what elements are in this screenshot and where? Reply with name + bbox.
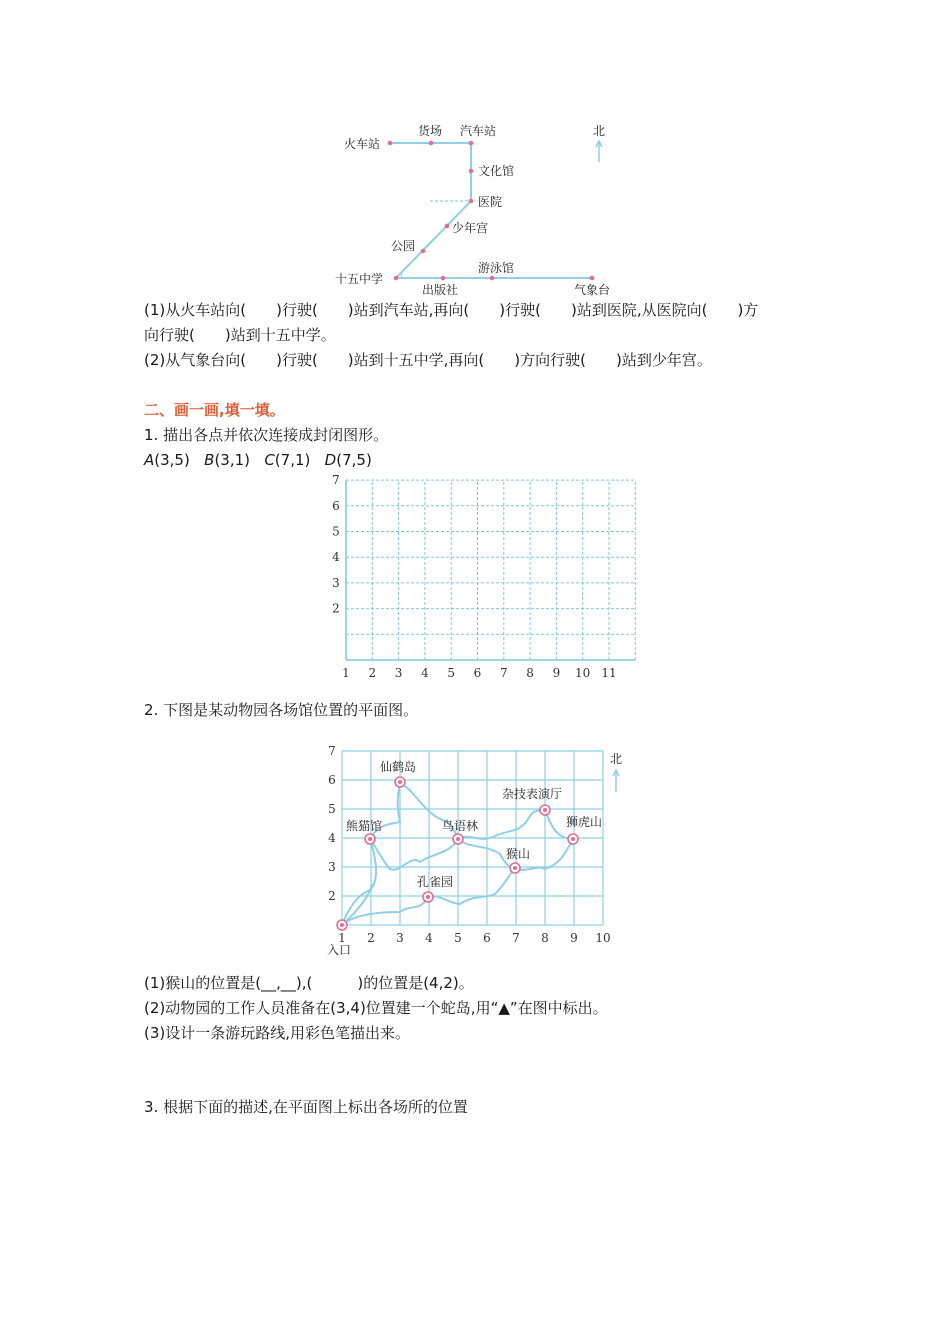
place-marker [365,834,375,844]
place-marker [423,892,433,902]
task-3-instruction: 3. 根据下面的描述,在平面图上标出各场所的位置 [144,1098,468,1116]
station-dot [388,141,393,146]
x-tick-label: 10 [575,666,591,680]
zoo-x-tick-label: 7 [512,931,520,945]
zoo-y-tick-label: 6 [328,773,336,787]
route-question-1-line2: 向行驶( )站到十五中学。 [144,326,336,344]
north-arrow-icon [613,770,619,792]
point-b: B(3,1) [204,451,250,469]
zoo-y-tick-label: 2 [328,889,336,903]
section-title: 二、画一画,填一填。 [144,401,285,419]
label-train-station: 火车站 [344,137,381,151]
label-park: 公园 [391,239,416,253]
north-label: 北 [593,124,606,138]
place-marker [453,834,463,844]
route-question-1-line1: (1)从火车站向( )行驶( )站到汽车站,再向( )行驶( )站到医院,从医院向( )方 [144,301,759,319]
coordinate-grid[interactable] [320,473,630,684]
point-list [144,448,372,472]
label-bird-forest: 鸟语林 [442,819,479,833]
x-tick-label: 9 [552,666,561,680]
place-marker [510,863,520,873]
label-crane-island: 仙鹤岛 [380,760,417,774]
station-dot [490,276,495,281]
zoo-question-2: (2)动物园的工作人员准备在(3,4)位置建一个蛇岛,用“▲”在图中标出。 [144,999,608,1017]
point-d: D(7,5) [324,451,372,469]
station-dot [441,276,446,281]
station-dot [469,169,474,174]
point-a: A(3,5) [144,451,190,469]
x-tick-label: 5 [447,666,456,680]
task-2-instruction: 2. 下图是某动物园各场馆位置的平面图。 [144,701,419,719]
task-1-instruction: 1. 描出各点并依次连接成封闭图形。 [144,426,389,444]
zoo-y-tick-label: 5 [328,802,336,816]
zoo-x-tick-label: 8 [541,931,549,945]
route-question-2: (2)从气象台向( )行驶( )站到十五中学,再向( )方向行驶( )站到少年宫。 [144,351,712,369]
label-natatorium: 游泳馆 [478,261,515,275]
point-c: C(7,1) [264,451,311,469]
label-peacock-garden: 孔雀园 [417,875,454,889]
x-tick-label: 6 [473,666,482,680]
place-marker [568,834,578,844]
label-panda-hall: 熊猫馆 [346,819,383,833]
y-tick-label: 5 [332,524,340,539]
label-acrobatics-hall: 杂技表演厅 [502,787,563,801]
zoo-x-tick-label: 3 [396,931,404,945]
y-tick-label: 6 [332,498,340,513]
zoo-x-tick-label: 5 [454,931,462,945]
x-tick-label: 7 [499,666,508,680]
zoo-x-tick-label: 4 [425,931,433,945]
station-dot [469,199,474,204]
y-tick-label: 4 [332,550,340,565]
zoo-north-label: 北 [610,752,623,766]
y-tick-label: 7 [332,473,340,488]
x-tick-label: 11 [601,666,617,680]
station-dot [590,276,595,281]
label-entrance: 入口 [327,943,352,957]
label-youth-palace: 少年宫 [452,221,489,235]
label-monkey-hill: 猴山 [506,847,531,861]
x-tick-label: 1 [342,666,350,680]
label-hospital: 医院 [478,195,503,209]
label-school15: 十五中学 [335,272,384,286]
label-weather-station: 气象台 [574,283,611,297]
station-dot [445,224,450,229]
y-tick-label: 3 [332,575,340,590]
station-dot [421,249,426,254]
x-tick-label: 8 [526,666,534,680]
route-map [330,118,630,300]
zoo-y-tick-label: 4 [328,831,336,845]
x-tick-label: 4 [421,666,429,680]
zoo-x-tick-label: 6 [483,931,491,945]
x-tick-label: 3 [394,666,403,680]
zoo-x-tick-label: 1 [338,931,346,945]
label-cargo-yard: 货场 [418,124,443,138]
place-marker [540,805,550,815]
station-dot [469,141,474,146]
station-dot [394,276,399,281]
zoo-x-tick-label: 2 [367,931,375,945]
zoo-x-tick-label: 10 [595,931,611,945]
label-bus-station: 汽车站 [460,124,497,138]
zoo-x-tick-label: 9 [570,931,578,945]
zoo-question-3: (3)设计一条游玩路线,用彩色笔描出来。 [144,1024,411,1042]
station-dot [429,141,434,146]
entrance-marker [337,920,347,930]
label-publisher: 出版社 [422,283,459,297]
label-tiger-hill: 狮虎山 [566,815,603,829]
zoo-question-1: (1)猴山的位置是(__,__),( )的位置是(4,2)。 [144,974,474,992]
place-marker [395,777,405,787]
y-tick-label: 2 [332,601,340,616]
label-culture-center: 文化馆 [478,164,515,178]
zoo-map[interactable] [320,744,640,958]
zoo-y-tick-label: 7 [328,744,336,758]
x-tick-label: 2 [368,666,377,680]
north-arrow-icon [596,141,602,162]
zoo-y-tick-label: 3 [328,860,336,874]
